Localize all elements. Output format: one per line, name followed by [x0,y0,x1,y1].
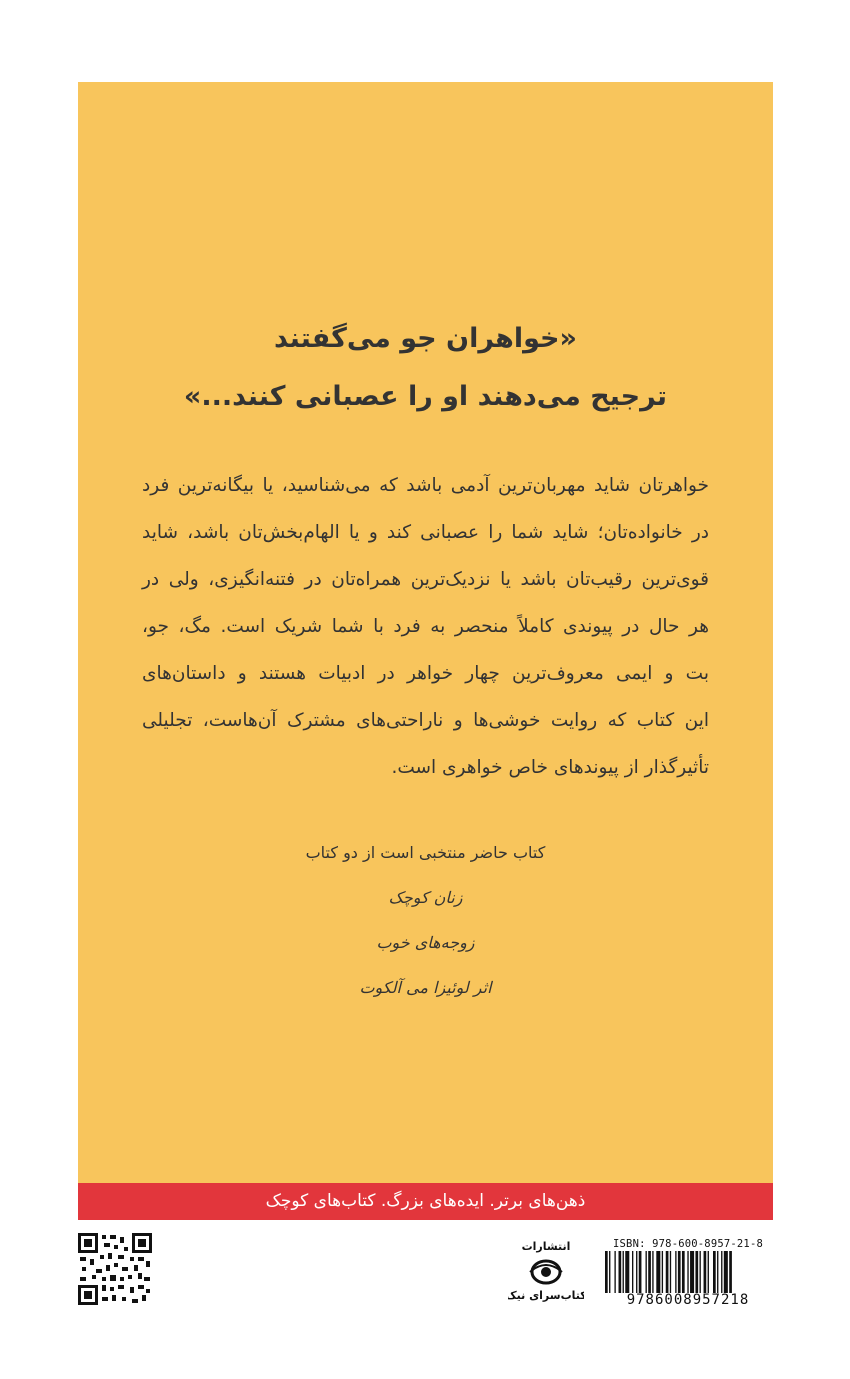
barcode-bar [670,1251,671,1293]
barcode-bar [678,1251,681,1293]
publisher-top-label: انتشارات [521,1240,571,1253]
pull-quote-line-2: ترجیح می‌دهند او را عصبانی کنند...» [183,381,668,412]
source-books [78,830,773,1010]
barcode-bar [636,1251,637,1293]
blurb-line: تأثیرگذار از پیوندهای خاص خواهری است. [391,757,709,778]
blurb-line: این کتاب که روایت خوشی‌ها و ناراحتی‌های مشترک آن‌هاست، تجلیلی [142,710,709,731]
barcode-bar [690,1251,694,1293]
barcode-bar [662,1251,663,1293]
isbn-number: ISBN: 978-600-8957-21-8 [613,1238,763,1250]
barcode-bar [652,1251,653,1293]
source-author: اثر لوئیزا می آلکوت [359,978,492,997]
qr-code-icon [78,1233,152,1305]
barcode-bar [614,1251,615,1293]
barcode-bar [695,1251,698,1293]
series-tagline: ذهن‌های برتر. ایده‌های بزرگ. کتاب‌های کوچک [78,1183,773,1220]
ean-number: 9786008957218 [626,1292,750,1308]
barcode-icon [603,1251,773,1293]
source-book-2: زوجه‌های خوب [376,933,475,952]
source-book-1: زنان کوچک [388,888,463,907]
barcode-bar [639,1251,642,1293]
blurb-line: خواهرتان شاید مهربان‌ترین آدمی باشد که می‌شناسید، یا بیگانه‌ترین فرد [142,475,709,496]
barcode-bar [648,1251,651,1293]
pull-quote-line-1: «خواهران جو می‌گفتند [274,323,577,354]
publisher-bottom-label: کتاب‌سرای نیک [508,1289,584,1302]
publisher-logo-icon [508,1236,584,1308]
barcode-bar [625,1251,629,1293]
barcode-bar [656,1251,660,1293]
barcode-bar [623,1251,624,1293]
barcode-bar [724,1251,728,1293]
barcode-bar [605,1251,608,1293]
isbn-barcode [603,1238,773,1308]
blurb-paragraph [142,462,709,791]
barcode-bar [632,1251,633,1293]
barcode-bar [729,1251,732,1293]
blurb-line: قوی‌ترین رقیب‌تان باشد یا نزدیک‌ترین همراه‌تان در فتنه‌انگیزی، ولی در [142,569,709,590]
barcode-bar [619,1251,622,1293]
barcode-bar [646,1251,647,1293]
barcode-bar [700,1251,701,1293]
barcode-bar [682,1251,685,1293]
blurb-line: هر حال در پیوندی کاملاً منحصر به فرد با شما شریک است. مگ، جو، [142,616,709,637]
blurb-line: در خانواده‌تان؛ شاید شما را عصبانی کند و یا الهام‌بخش‌تان باشد، شاید [142,522,709,543]
back-cover [78,82,773,1183]
barcode-bar [666,1251,669,1293]
barcode-bar [717,1251,718,1293]
blurb-line: بت و ایمی معروف‌ترین چهار خواهر در ادبیات هستند و داستان‌های [142,663,709,684]
barcode-bar [708,1251,709,1293]
barcode-bar [713,1251,716,1293]
barcode-bar [704,1251,707,1293]
source-intro: کتاب حاضر منتخبی است از دو کتاب [305,843,546,862]
barcode-bar [687,1251,688,1293]
pull-quote [78,310,773,426]
barcode-bar [721,1251,722,1293]
barcode-bar [609,1251,610,1293]
barcode-bar [675,1251,676,1293]
